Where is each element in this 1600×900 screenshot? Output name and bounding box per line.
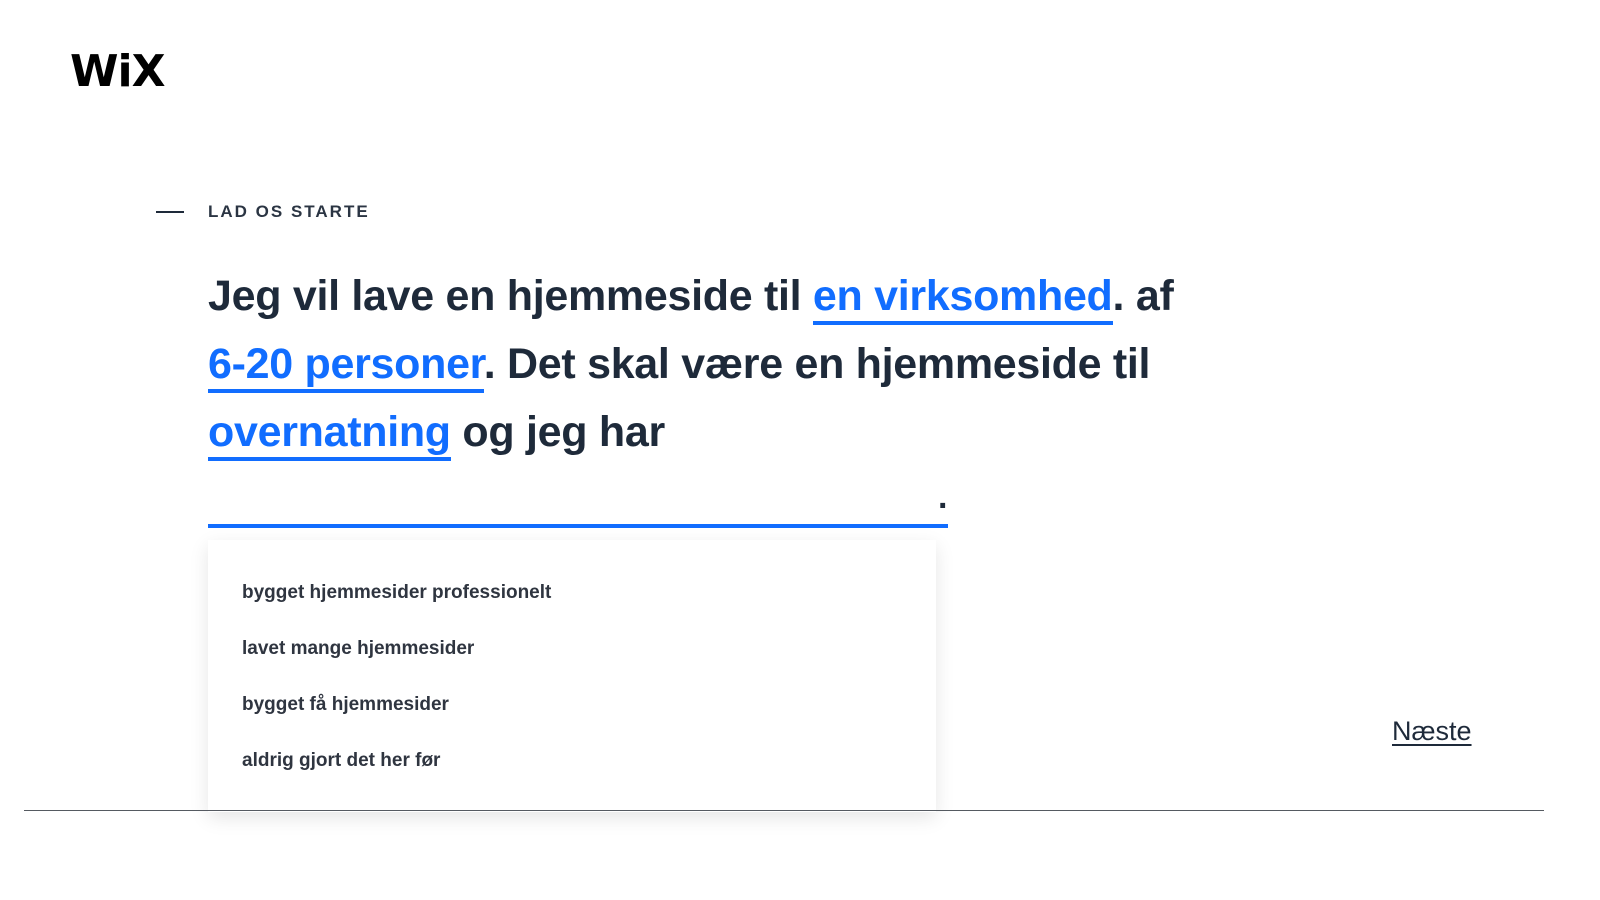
section-eyebrow: [156, 202, 370, 222]
option-many-sites[interactable]: lavet mange hjemmesider: [242, 638, 475, 659]
experience-dropdown: [208, 540, 936, 812]
sentence-text-1: Jeg vil lave en hjemmeside til: [208, 272, 813, 320]
experience-blank: [208, 478, 948, 530]
option-few-sites[interactable]: bygget få hjemmesider: [242, 694, 449, 715]
wix-logo[interactable]: WiX: [70, 46, 165, 97]
business-type-selector[interactable]: en virksomhed: [813, 272, 1113, 325]
site-category-selector[interactable]: overnatning: [208, 408, 451, 461]
experience-input[interactable]: [208, 496, 948, 528]
bottom-divider: [24, 810, 1544, 811]
eyebrow-label: LAD OS STARTE: [208, 202, 370, 221]
team-size-selector[interactable]: 6-20 personer: [208, 340, 484, 393]
experience-options-list: [208, 540, 936, 794]
next-link[interactable]: Næste: [1392, 716, 1472, 746]
option-professional[interactable]: bygget hjemmesider professionelt: [242, 582, 552, 603]
sentence-period: .: [938, 478, 948, 516]
sentence-text-2: . af: [1112, 272, 1174, 320]
dash-divider: [156, 211, 184, 213]
sentence-text-4: og jeg har: [450, 408, 665, 456]
site-intent-sentence: [208, 262, 1258, 466]
option-never[interactable]: aldrig gjort det her før: [242, 750, 441, 771]
sentence-text-3: . Det skal være en hjemmeside til: [483, 340, 1151, 388]
